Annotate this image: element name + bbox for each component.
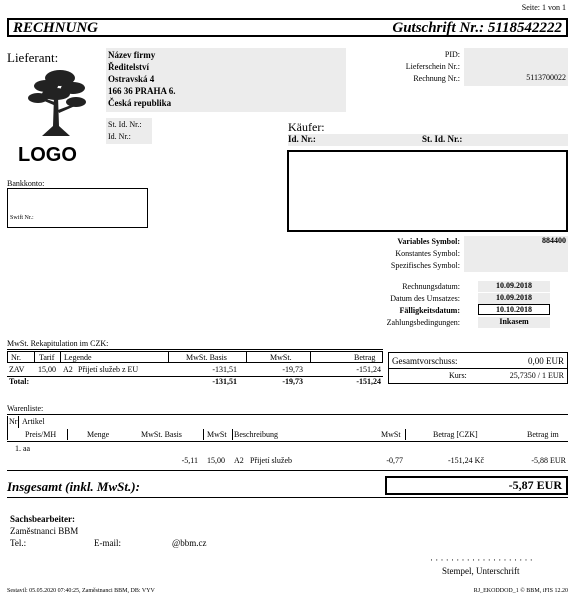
vat-total-basis: -131,51 xyxy=(212,377,237,386)
swift-label: Swift Nr.: xyxy=(10,215,34,221)
items-h-basis: MwSt. Basis xyxy=(141,430,182,439)
clerk-email-label: E-mail: xyxy=(94,538,121,548)
buyer-id-label: Id. Nr.: xyxy=(288,134,316,144)
variable-symbol-value: 884400 xyxy=(542,236,566,245)
supplier-name-line-1: Název firmy xyxy=(108,50,156,60)
vat-row-vat: -19,73 xyxy=(282,365,303,374)
refs-labels xyxy=(360,49,460,85)
advance-value: 0,00 EUR xyxy=(528,356,564,366)
specific-symbol-label: Spezifisches Symbol: xyxy=(390,261,460,270)
pid-label: PID: xyxy=(444,50,460,59)
items-header-rule xyxy=(7,441,568,442)
items-header-1 xyxy=(7,416,568,428)
items-header-2 xyxy=(7,429,568,441)
items-h-amount: Betrag [CZK] xyxy=(433,430,478,439)
vat-row-nr: ZAV xyxy=(9,365,25,374)
header-bar xyxy=(7,18,568,37)
item-amount: -151,24 Kč xyxy=(448,456,484,465)
vat-total-row xyxy=(7,377,383,388)
credit-note-number xyxy=(392,20,562,37)
vat-h-amount: Betrag xyxy=(354,353,376,362)
items-h-nr: Nr xyxy=(9,417,18,426)
items-h-amount-eur: Betrag im xyxy=(527,430,559,439)
items-h-price: Preis/MH xyxy=(25,430,57,439)
grand-total-value: -5,87 EUR xyxy=(385,476,568,495)
items-h-article: Artikel xyxy=(22,417,45,426)
grand-total-rule xyxy=(7,497,568,498)
variable-symbol-label: Variables Symbol: xyxy=(397,237,460,246)
vat-h-tarif: Tarif xyxy=(39,353,55,362)
supplier-ids xyxy=(106,118,152,144)
buyer-address-box xyxy=(287,150,568,232)
buyer-label: Käufer: xyxy=(288,120,325,134)
item-desc: Přijetí služeb xyxy=(250,456,292,465)
invoice-date-value: 10.09.2018 xyxy=(478,281,550,292)
supplier-name-line-2: Ředitelství xyxy=(108,62,149,72)
page-indicator xyxy=(522,3,566,12)
buyer-st-id-label: St. Id. Nr.: xyxy=(422,134,463,144)
vat-header-row xyxy=(7,351,383,363)
supplier-name-line-4: 166 36 PRAHA 6. xyxy=(108,86,176,96)
vat-total-vat: -19,73 xyxy=(282,377,303,386)
supplier-id-label: Id. Nr.: xyxy=(108,132,131,141)
signature-dots: · · · · · · · · · · · · · · · · · · · · xyxy=(430,555,533,565)
symbol-values xyxy=(464,236,568,272)
rate-label: Kurs: xyxy=(449,371,467,380)
item-rate: 15,00 xyxy=(207,456,225,465)
items-h-qty: Menge xyxy=(87,430,110,439)
buyer-ids xyxy=(288,134,568,146)
refs-values xyxy=(464,48,568,86)
item-code: A2 xyxy=(234,456,244,465)
symbol-labels xyxy=(330,236,460,272)
items-title: Warenliste: xyxy=(7,404,44,413)
vat-total-amount: -151,24 xyxy=(356,377,381,386)
bank-box xyxy=(7,188,148,228)
item-vat: -0,77 xyxy=(386,456,403,465)
supplier-address xyxy=(106,48,346,112)
item-row xyxy=(7,456,568,467)
tree-icon xyxy=(18,66,98,138)
constant-symbol-label: Konstantes Symbol: xyxy=(395,249,460,258)
advance-label: Gesamtvorschuss: xyxy=(392,356,458,366)
supplier-name-line-3: Ostravská 4 xyxy=(108,74,155,84)
page-current: 1 xyxy=(542,3,546,12)
vat-h-vat: MwSt. xyxy=(270,353,292,362)
tax-date-label: Datum des Umsatzes: xyxy=(390,294,460,303)
item-row-label: 1. aa xyxy=(15,444,31,453)
vat-row-amount: -151,24 xyxy=(356,365,381,374)
clerk-tel-label: Tel.: xyxy=(10,538,27,548)
vat-total-label: Total: xyxy=(9,377,30,386)
clerk-label: Sachsbearbeiter: xyxy=(10,514,75,524)
vat-row-tarif: 15,00 xyxy=(38,365,56,374)
payment-terms-label: Zahlungsbedingungen: xyxy=(386,318,460,327)
supplier-st-id-label: St. Id. Nr.: xyxy=(108,120,142,129)
supplier-label: Lieferant: xyxy=(7,50,59,65)
supplier-name-line-5: Česká republika xyxy=(108,98,172,108)
vat-row-legend: Přijetí služeb z EU xyxy=(78,365,139,374)
page-total: 1 xyxy=(562,3,566,12)
vat-title: MwSt. Rekapitulation im CZK: xyxy=(7,339,109,348)
credit-note-value: 5118542222 xyxy=(487,20,562,36)
page-of: von xyxy=(548,3,560,12)
payment-terms-value: Inkasem xyxy=(478,317,550,328)
company-logo xyxy=(10,66,100,166)
vat-row-code: A2 xyxy=(63,365,73,374)
logo-text: LOGO xyxy=(18,144,77,166)
clerk-name: Zaměstnanci BBM xyxy=(10,526,79,536)
vat-h-legend: Legende xyxy=(64,353,92,362)
signature-label: Stempel, Unterschrift xyxy=(442,566,520,576)
items-h-vat: MwSt xyxy=(381,430,401,439)
bank-label: Bankkonto: xyxy=(7,179,45,188)
vat-h-basis: MwSt. Basis xyxy=(186,353,227,362)
item-basis: -5,11 xyxy=(181,456,198,465)
items-h-desc: Beschreibung xyxy=(234,430,278,439)
footer-right: RJ_EKODDOD_1 © BBM, iFIS 12.20 xyxy=(473,588,568,594)
items-top-rule xyxy=(7,414,568,415)
vat-row xyxy=(7,365,383,376)
invoice-number-label: Rechnung Nr.: xyxy=(413,74,460,83)
grand-total-label: Insgesamt (inkl. MwSt.): xyxy=(7,479,140,494)
delivery-note-label: Lieferschein Nr.: xyxy=(405,62,460,71)
credit-note-label: Gutschrift Nr.: xyxy=(392,20,485,36)
tax-date-value: 10.09.2018 xyxy=(478,293,550,304)
due-date-label: Fälligkeitsdatum: xyxy=(399,306,460,315)
rate-value: 25,7350 / 1 EUR xyxy=(509,371,564,380)
vat-h-nr: Nr. xyxy=(11,353,21,362)
clerk-email-value: @bbm.cz xyxy=(172,538,207,548)
due-date-value: 10.10.2018 xyxy=(478,304,550,315)
vat-row-basis: -131,51 xyxy=(212,365,237,374)
vat-top-rule xyxy=(7,349,383,350)
footer-left: Sestavil: 05.05.2020 07:40:25, Zaměstnanci BBM, DB: VYV xyxy=(7,588,155,594)
item-amount-eur: -5,88 EUR xyxy=(531,456,566,465)
page-label: Seite: xyxy=(521,3,540,12)
document-title: RECHNUNG xyxy=(13,20,99,36)
date-labels xyxy=(330,281,460,329)
advance-box xyxy=(388,352,568,384)
items-h-rate: MwSt xyxy=(207,430,227,439)
invoice-date-label: Rechnungsdatum: xyxy=(402,282,460,291)
items-bottom-rule xyxy=(7,470,568,471)
invoice-number-value: 5113700022 xyxy=(526,73,566,82)
